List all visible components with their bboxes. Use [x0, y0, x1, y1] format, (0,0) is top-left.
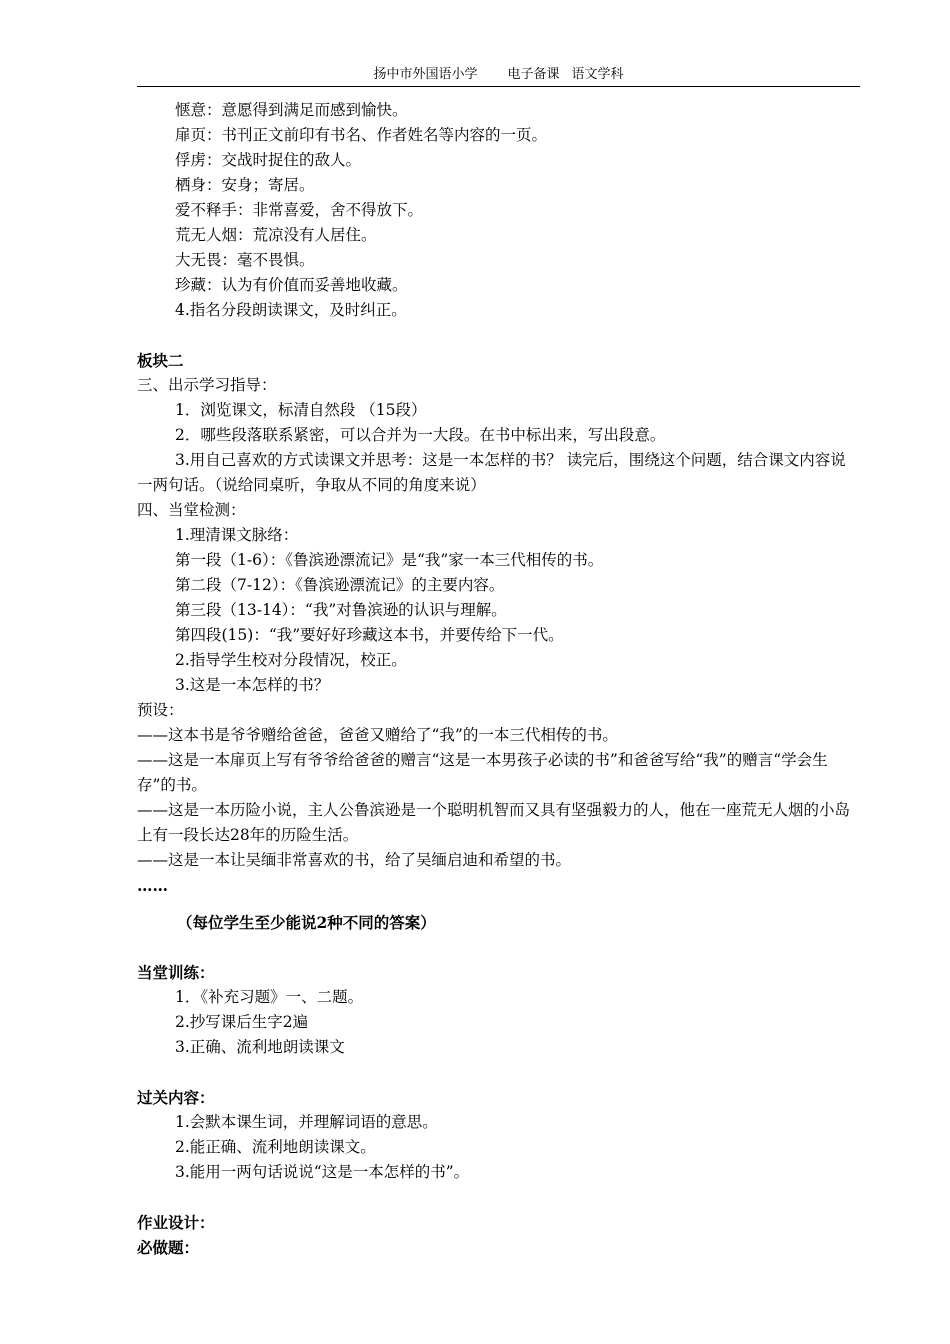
vocab-item: 扉页：书刊正文前印有书名、作者姓名等内容的一页。 [175, 126, 548, 144]
vocab-item: 大无畏：毫不畏惧。 [175, 251, 315, 269]
pass-item: 2.能正确、流利地朗读课文。 [175, 1138, 376, 1156]
guide-item: 3.用自己喜欢的方式读课文并思考：这是一本怎样的书？ 读完后，围绕这个问题，结合课文内容说一两句话。（说给同桌听，争取从不同的角度来说） [137, 451, 846, 494]
preset-item: ——这是一本历险小说，主人公鲁滨逊是一个聪明机智而又具有坚强毅力的人，他在一座荒无人烟的小岛上有一段长达28年的历险生活。 [137, 801, 851, 844]
guide-item: 1．浏览课文，标清自然段 （15段） [175, 401, 427, 419]
check-title: 四、当堂检测： [137, 501, 246, 519]
guide-title: 三、出示学习指导： [137, 376, 277, 394]
vocab-item: 爱不释手：非常喜爱，舍不得放下。 [175, 201, 424, 219]
reading-step: 4.指名分段朗读课文，及时纠正。 [175, 301, 407, 319]
pass-item: 1.会默本课生词，并理解词语的意思。 [175, 1113, 438, 1131]
preset-item: ——这是一本扉页上写有爷爷给爸爸的赠言“这是一本男孩子必读的书”和爸爸写给“我”的赠言“学会生存”的书。 [137, 751, 828, 794]
practice-item: 3.正确、流利地朗读课文 [175, 1038, 345, 1056]
homework-required: 必做题： [137, 1238, 200, 1257]
check-item: 3.这是一本怎样的书？ [175, 676, 330, 694]
preset-item: ——这是一本让吴缅非常喜欢的书，给了吴缅启迪和希望的书。 [137, 851, 572, 869]
page-header [137, 66, 860, 87]
guide-item: 2．哪些段落联系紧密，可以合并为一大段。在书中标出来，写出段意。 [175, 426, 666, 444]
check-item: 2.指导学生校对分段情况，校正。 [175, 651, 407, 669]
vocab-item: 惬意：意愿得到满足而感到愉快。 [175, 101, 408, 119]
preset-ellipsis: …… [137, 876, 168, 895]
header-school: 扬中市外国语小学 [373, 67, 478, 82]
practice-title: 当堂训练： [137, 963, 215, 982]
check-item: 第四段(15)：“我”要好好珍藏这本书，并要传给下一代。 [175, 626, 564, 644]
check-item: 第一段（1-6）：《鲁滨逊漂流记》是“我”家一本三代相传的书。 [175, 551, 604, 569]
check-item: 第二段（7-12）：《鲁滨逊漂流记》的主要内容。 [175, 576, 505, 594]
preset-title: 预设： [137, 701, 184, 719]
check-item: 1.理清课文脉络： [175, 526, 299, 544]
pass-item: 3.能用一两句话说说“这是一本怎样的书”。 [175, 1163, 470, 1181]
practice-item: 2.抄写课后生字2遍 [175, 1013, 309, 1031]
header-subject: 语文学科 [571, 67, 624, 82]
section-title: 板块二 [137, 351, 184, 370]
practice-item: 1．《补充习题》一、二题。 [175, 988, 364, 1006]
vocab-item: 俘虏：交战时捉住的敌人。 [175, 151, 362, 169]
homework-title: 作业设计： [137, 1213, 215, 1232]
vocab-item: 珍藏：认为有价值而妥善地收藏。 [175, 276, 408, 294]
answer-note: （每位学生至少能说2种不同的答案） [177, 913, 436, 932]
check-item: 第三段（13-14）：“我”对鲁滨逊的认识与理解。 [175, 601, 507, 619]
preset-item: ——这本书是爷爷赠给爸爸，爸爸又赠给了“我”的一本三代相传的书。 [137, 726, 618, 744]
vocab-item: 栖身：安身；寄居。 [175, 176, 315, 194]
document-body [137, 98, 860, 1260]
vocab-item: 荒无人烟：荒凉没有人居住。 [175, 226, 377, 244]
header-type: 电子备课 [507, 67, 560, 82]
pass-title: 过关内容： [137, 1088, 215, 1107]
